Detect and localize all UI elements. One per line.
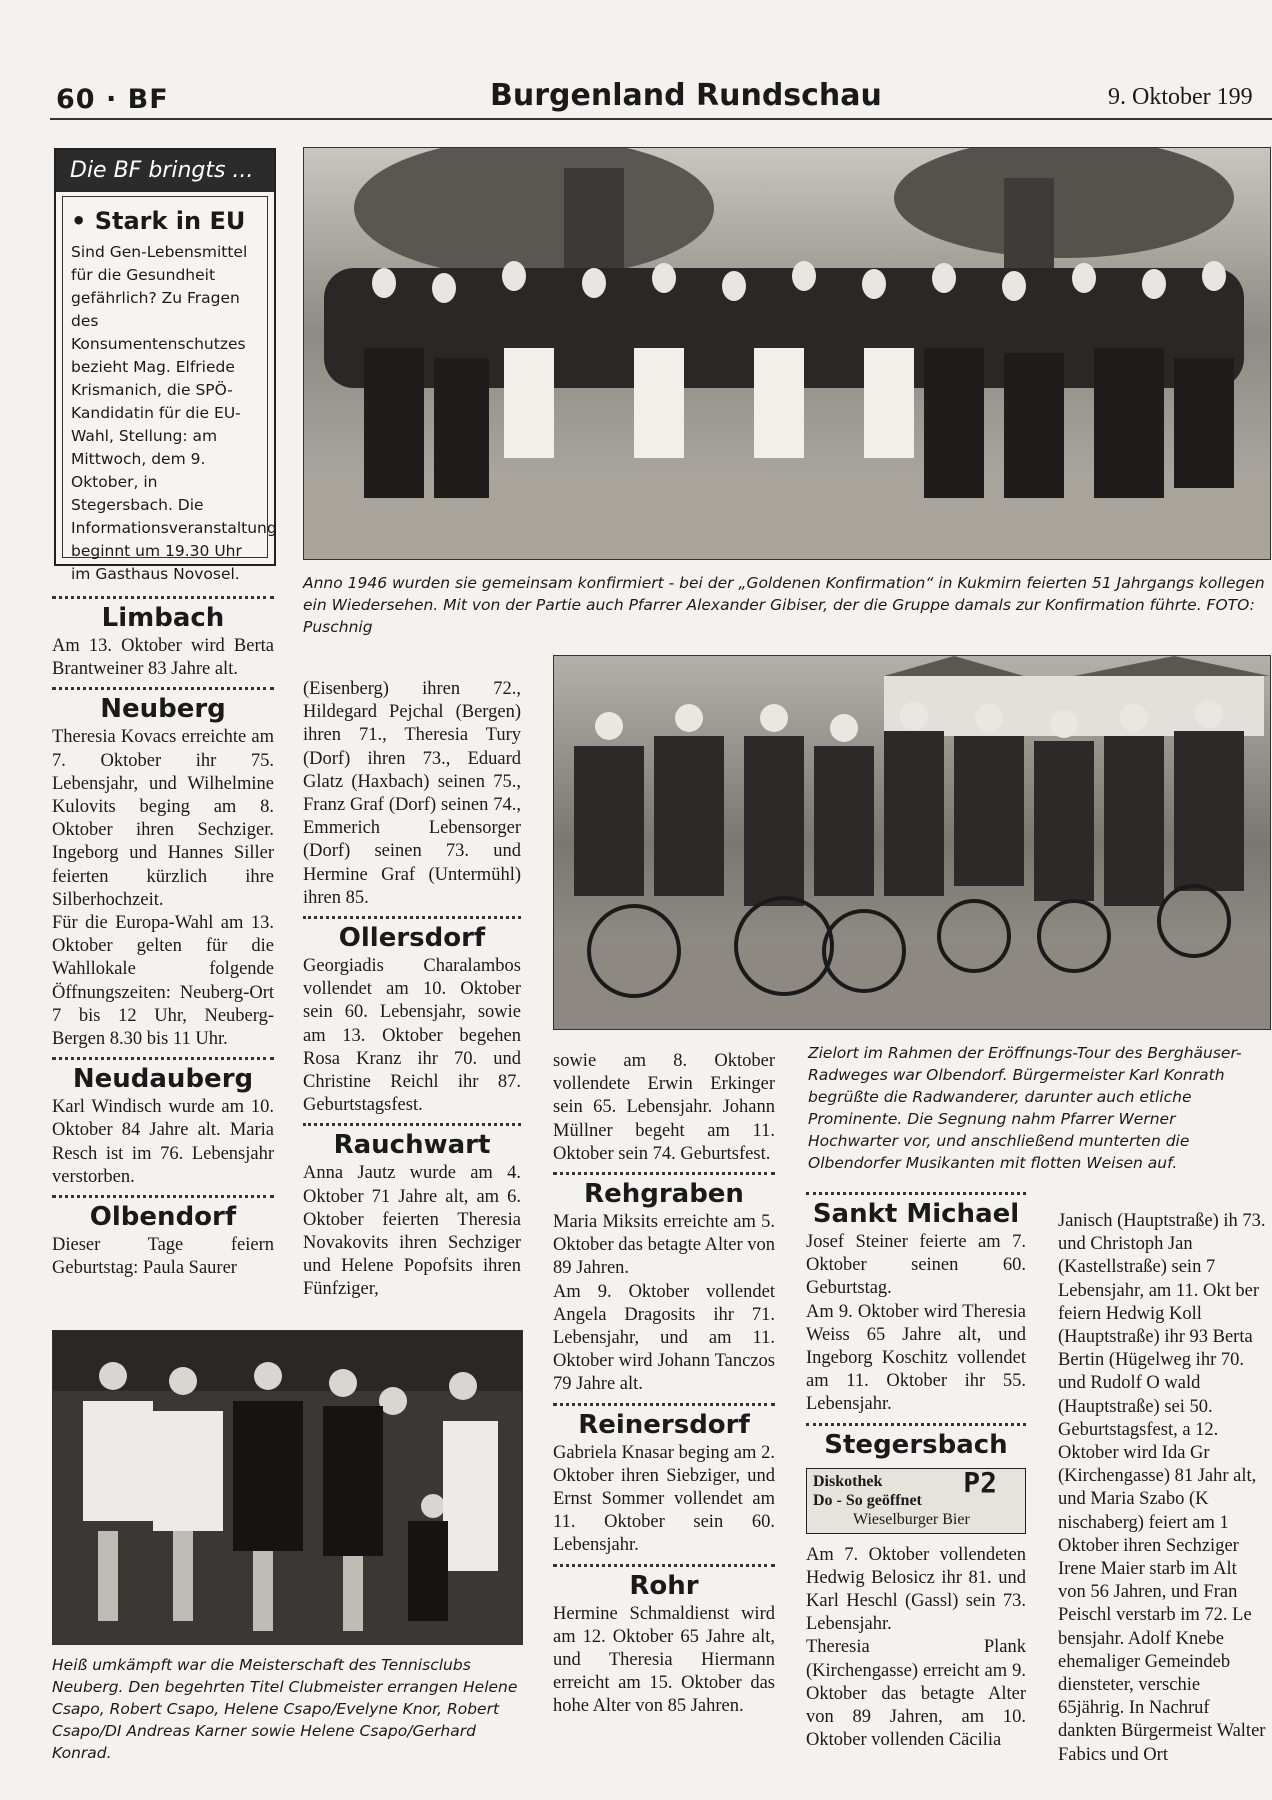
section-heading-reinersdorf: Reinersdorf (578, 1409, 750, 1440)
article-text: Josef Steiner feierte am 7. Oktober seinen 60. Geburtstag. (806, 1232, 1026, 1299)
masthead-title: Burgenland Rundschau (490, 78, 882, 113)
section-divider (553, 1564, 775, 1567)
section-divider (303, 1123, 521, 1126)
section-heading-rehgraben: Rehgraben (584, 1179, 744, 1210)
article-text: Janisch (Hauptstraße) ih 73. und Christoph Jan (Kastellstraße) sein 7 Lebensjahr, am 11. Okt ber feiern Hedwig Koll (Hauptstraße) ihr 93 Berta Bertin (Hügelweg ihr 70. und Rudolf O wald (Hauptstraße) sei 50. Geburtstagsfest, a 12. Oktober wird Ida Gr (Kirchengasse) 81 Jahr alt, und Maria Szabo (K nischaberg) feiert am 1 Oktober ihren Sechziger Irene Maier starb im Alt von 56 Jahren, und Fran Peischl verstarb im 72. Le bensjahr. Adolf Knebe ehemaliger Gemeindeb diensteter, verschie 65jährig. In Nachruf dankten Bürgermeist Walter Fabics und Ort (1058, 1211, 1266, 1765)
article-text: Am 7. Oktober vollendeten Hedwig Belosicz ihr 81. und Karl Heschl (Gassl) sein 73. Lebensjahr. (806, 1544, 1026, 1635)
article-text: sowie am 8. Oktober vollendete Erwin Erkinger sein 65. Lebensjahr. Johann Müllner begeht am 11. Oktober sein 74. Geburtsfest. (553, 1051, 775, 1164)
section-heading-olbendorf: Olbendorf (89, 1202, 237, 1233)
group-photo-caption: Anno 1946 wurden sie gemeinsam konfirmiert - bei der „Goldenen Konfirmation“ in Kukmirn feierten 51 Jahrgangs kollegen ein Wiedersehen. Mit von der Partie auch Pfarrer Alexander Gibiser, der die Gruppe damals zur Konfirmation führte. FOTO: Puschnig (303, 574, 1265, 636)
tennis-photo (52, 1330, 523, 1645)
bf-box-headline: • Stark in EU (71, 207, 246, 235)
bf-bringts-box (54, 148, 277, 583)
ad-line: Diskothek (813, 1472, 883, 1490)
bf-box-content (62, 196, 277, 583)
section-divider (553, 1403, 775, 1406)
article-text: Maria Miksits erreichte am 5. Oktober das betagte Alter von 89 Jahren. (553, 1212, 775, 1279)
cyclists-photo-caption: Zielort im Rahmen der Eröffnungs-Tour des Berghäuser-Radweges war Olbendorf. Bürgermeister Karl Konrath begrüßte die Radwanderer, darunter auch etliche Prominente. Die Segnung nahm Pfarrer Werner Hochwarter vor, und anschließend munterten die Olbendorfer Musikanten mit flotten Weisen auf. (808, 1044, 1242, 1172)
ad-line: Wieselburger Bier (853, 1510, 970, 1528)
section-heading-ollersdorf: Ollersdorf (338, 923, 486, 954)
section-divider (52, 1195, 274, 1198)
section-heading-rohr: Rohr (629, 1570, 699, 1601)
section-heading-neudauberg: Neudauberg (72, 1064, 254, 1095)
article-text: Am 9. Oktober vollendet Angela Dragosits ihr 71. Lebensjahr, und am 11. Oktober wird Johann Tanczos 79 Jahre alt. (553, 1281, 775, 1395)
article-text: Dieser Tage feiern Geburtstag: Paula Saurer (52, 1235, 274, 1279)
section-divider (806, 1192, 1026, 1195)
section-heading-sankt-michael: Sankt Michael (812, 1199, 1020, 1229)
article-text: Gabriela Knasar beging am 2. Oktober ihren Siebziger, und Ernst Sommer vollendet am 11. Oktober sein 60. Lebensjahr. (553, 1442, 775, 1556)
column-1 (52, 590, 274, 1280)
section-divider (806, 1423, 1026, 1426)
section-heading-limbach: Limbach (101, 603, 225, 633)
publication-date: 9. Oktober 199 (1108, 84, 1253, 110)
section-divider (52, 1057, 274, 1060)
group-photo (303, 147, 1271, 560)
article-text: Theresia Kovacs erreichte am 7. Oktober ihr 75. Lebensjahr, und Wilhelmine Kulovits beging am 8. Oktober ihren Sechziger. Ingeborg und Hannes Siller feierten kürzlich ihre Silberhochzeit. (52, 727, 274, 910)
disco-advertisement (806, 1465, 1026, 1534)
article-text: Hermine Schmaldienst wird am 12. Oktober 65 Jahre alt, und Theresia Hiermann erreicht am 15. Oktober das hohe Alter von 85 Jahren. (553, 1603, 775, 1717)
article-text: Für die Europa-Wahl am 13. Oktober gelten für die Wahllokale folgende Öffnungszeiten: Neuberg-Ort 7 bis 12 Uhr, Neuberg-Bergen 8.30 bis 11 Uhr. (52, 913, 274, 1050)
tennis-photo-caption: Heiß umkämpft war die Meisterschaft des Tennisclubs Neuberg. Den begehrten Titel Clubmeister errangen Helene Csapo, Robert Csapo, Helene Csapo/Evelyne Knor, Robert Csapo/DI Andreas Karner sowie Helene Csapo/Gerhard Konrad. (52, 1656, 518, 1762)
section-heading-neuberg: Neuberg (100, 694, 226, 725)
cyclists-photo (553, 655, 1271, 1030)
section-heading-rauchwart: Rauchwart (333, 1130, 491, 1161)
column-2 (303, 678, 521, 1302)
bf-box-title: Die BF bringts ... (56, 150, 274, 192)
column-5 (1058, 1210, 1266, 1770)
article-text: Anna Jautz wurde am 4. Oktober 71 Jahre alt, am 6. Oktober feierten Theresia Novakovits ihren Sechziger und Helene Popofsits ihren Fünfziger, (303, 1163, 521, 1300)
header-rule (50, 118, 1272, 120)
article-text: Theresia Plank (Kirchengasse) erreicht am 9. Oktober das betagte Alter von 89 Jahren, am 10. Oktober vollenden Cäcilia (806, 1637, 1026, 1751)
section-divider (52, 687, 274, 690)
page-number: 60 · BF (56, 84, 169, 115)
section-divider (303, 916, 521, 919)
section-divider (52, 596, 274, 599)
section-divider (553, 1172, 775, 1175)
p2-logo: P2 (963, 1465, 997, 1499)
section-heading-stegersbach: Stegersbach (824, 1429, 1008, 1460)
ad-line: Do - So geöffnet (813, 1491, 922, 1509)
column-4 (806, 1186, 1026, 1752)
article-text: Georgiadis Charalambos vollendet am 10. Oktober sein 60. Lebensjahr, sowie am 13. Oktober begehen Rosa Kranz ihr 70. und Christine Reichl ihr 87. Geburtstagsfest. (303, 956, 521, 1116)
article-text: Am 9. Oktober wird Theresia Weiss 65 Jahre alt, und Ingeborg Koschitz vollendet am 11. Oktober ihr 55. Lebensjahr. (806, 1301, 1026, 1415)
article-text: Am 13. Oktober wird Berta Brantweiner 83 Jahre alt. (52, 636, 274, 680)
column-3 (553, 1050, 775, 1719)
article-text: (Eisenberg) ihren 72., Hildegard Pejchal (Bergen) ihren 71., Theresia Tury (Dorf) ihren 73., Eduard Glatz (Haxbach) seinen 75., Franz Graf (Dorf) seinen 74., Emmerich Lebensorger (Dorf) seinen 73. und Hermine Graf (Untermühl) ihren 85. (303, 679, 521, 908)
article-text: Karl Windisch wurde am 10. Oktober 84 Jahre alt. Maria Resch ist im 76. Lebensjahr verstorben. (52, 1097, 274, 1187)
bf-box-text: Sind Gen-Lebensmittel für die Gesundheit gefährlich? Zu Fragen des Konsumentenschutzes bezieht Mag. Elfriede Krismanich, die SPÖ-Kandidatin für die EU-Wahl, Stellung: am Mittwoch, dem 9. Oktober, in Stegersbach. Die Informationsveranstaltung beginnt um 19.30 Uhr im Gasthaus Novosel. (71, 243, 277, 583)
